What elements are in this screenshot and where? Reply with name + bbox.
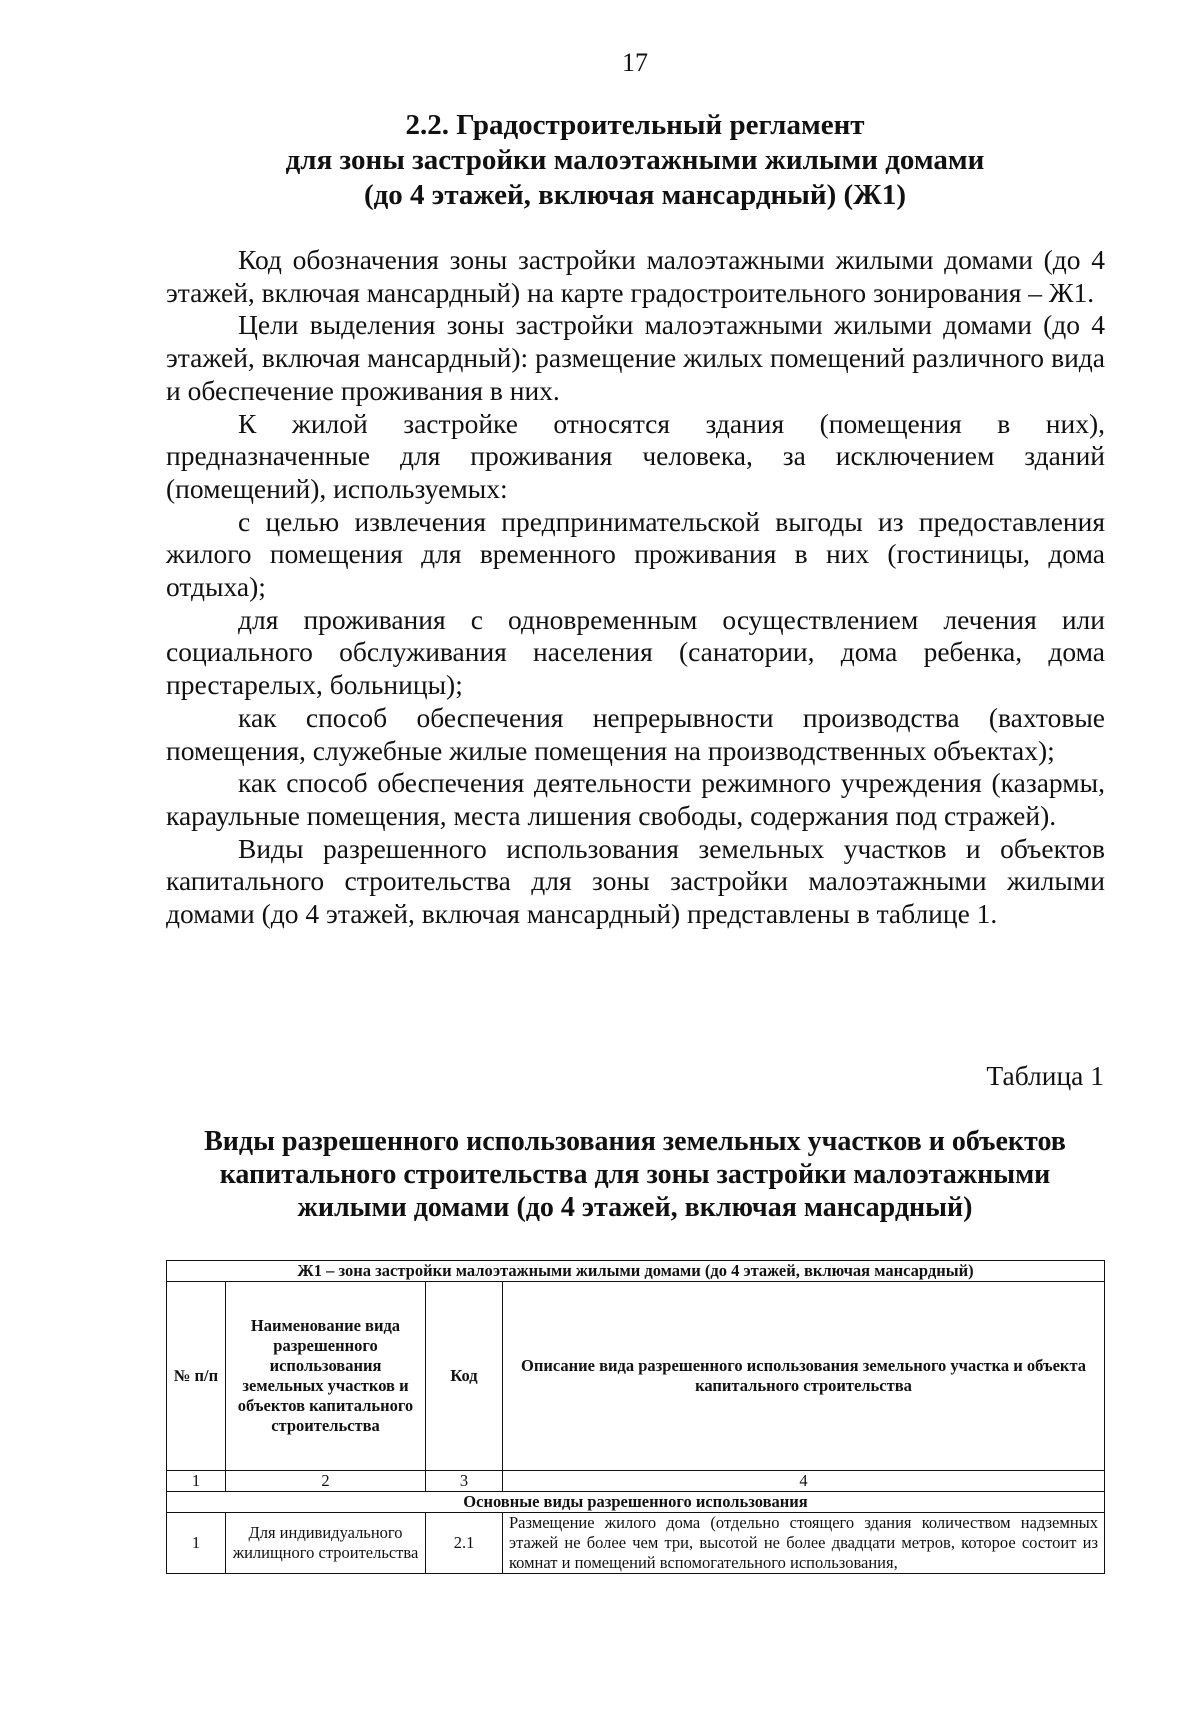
- column-header-description: Описание вида разрешенного использования земельного участка и объекта капитального строительства: [503, 1282, 1105, 1471]
- table-title: [170, 1125, 1100, 1224]
- paragraph: как способ обеспечения деятельности режимного учреждения (казармы, караульные помещения, места лишения свободы, содержания под стражей).: [166, 767, 1105, 831]
- table-title-line: капитального строительства для зоны застройки малоэтажными: [219, 1159, 1051, 1190]
- table-title-line: жилыми домами (до 4 этажей, включая мансардный): [297, 1192, 973, 1223]
- table-row: [167, 1513, 1105, 1574]
- column-number: 2: [226, 1471, 426, 1492]
- zone-header-cell: Ж1 – зона застройки малоэтажными жилыми домами (до 4 этажей, включая мансардный): [167, 1261, 1105, 1282]
- table-label: Таблица 1: [986, 1060, 1104, 1091]
- paragraph: К жилой застройке относятся здания (помещения в них), предназначенные для проживания человека, за исключением зданий (помещений), используемых:: [166, 407, 1105, 504]
- column-header-row: [167, 1282, 1105, 1471]
- table-title-line: Виды разрешенного использования земельных участков и объектов: [204, 1126, 1066, 1157]
- section-heading-line: 2.2. Градостроительный регламент: [405, 109, 865, 141]
- section-row: [167, 1492, 1105, 1513]
- paragraph: для проживания с одновременным осуществлением лечения или социального обслуживания населения (санатории, дома ребенка, дома престарелых, больницы);: [166, 603, 1105, 701]
- section-heading-line: для зоны застройки малоэтажными жилыми домами: [285, 144, 985, 176]
- column-number-row: [167, 1471, 1105, 1492]
- zone-header-row: [167, 1261, 1105, 1282]
- column-number: 3: [426, 1471, 503, 1492]
- column-header-num: № п/п: [167, 1282, 226, 1471]
- paragraph: Виды разрешенного использования земельных участков и объектов капитального строительства для зоны застройки малоэтажными жилыми домами (до 4 этажей, включая мансардный) представлены в таблице 1.: [166, 832, 1105, 930]
- row-num: 1: [167, 1513, 226, 1574]
- section-heading: [200, 108, 1070, 213]
- page-number: 17: [622, 48, 648, 77]
- row-code: 2.1: [426, 1513, 503, 1574]
- paragraph: Цели выделения зоны застройки малоэтажными жилыми домами (до 4 этажей, включая мансардный): размещение жилых помещений различного вида и обеспечение проживания в них.: [166, 309, 1105, 406]
- section-heading-line: (до 4 этажей, включая мансардный) (Ж1): [363, 179, 907, 211]
- column-number: 1: [167, 1471, 226, 1492]
- section-title: Основные виды разрешенного использования: [167, 1492, 1105, 1513]
- paragraph: как способ обеспечения непрерывности производства (вахтовые помещения, служебные жилые помещения на производственных объектах);: [166, 701, 1105, 766]
- row-description: Размещение жилого дома (отдельно стоящего здания количеством надземных этажей не более чем три, высотой не более двадцати метров, которое состоит из комнат и помещений вспомогательного использования,: [503, 1513, 1105, 1574]
- paragraph: Код обозначения зоны застройки малоэтажными жилыми домами (до 4 этажей, включая мансардный) на карте градостроительного зонирования – Ж1.: [166, 244, 1105, 308]
- row-name: Для индивидуального жилищного строительства: [226, 1513, 426, 1574]
- column-header-name: Наименование вида разрешенного использования земельных участков и объектов капитального строительства: [226, 1282, 426, 1471]
- body-text: [166, 244, 1105, 931]
- column-header-code: Код: [426, 1282, 503, 1471]
- land-use-table: [166, 1260, 1105, 1574]
- paragraph: с целью извлечения предпринимательской выгоды из предоставления жилого помещения для временного проживания в них (гостиницы, дома отдыха);: [166, 505, 1105, 603]
- column-number: 4: [503, 1471, 1105, 1492]
